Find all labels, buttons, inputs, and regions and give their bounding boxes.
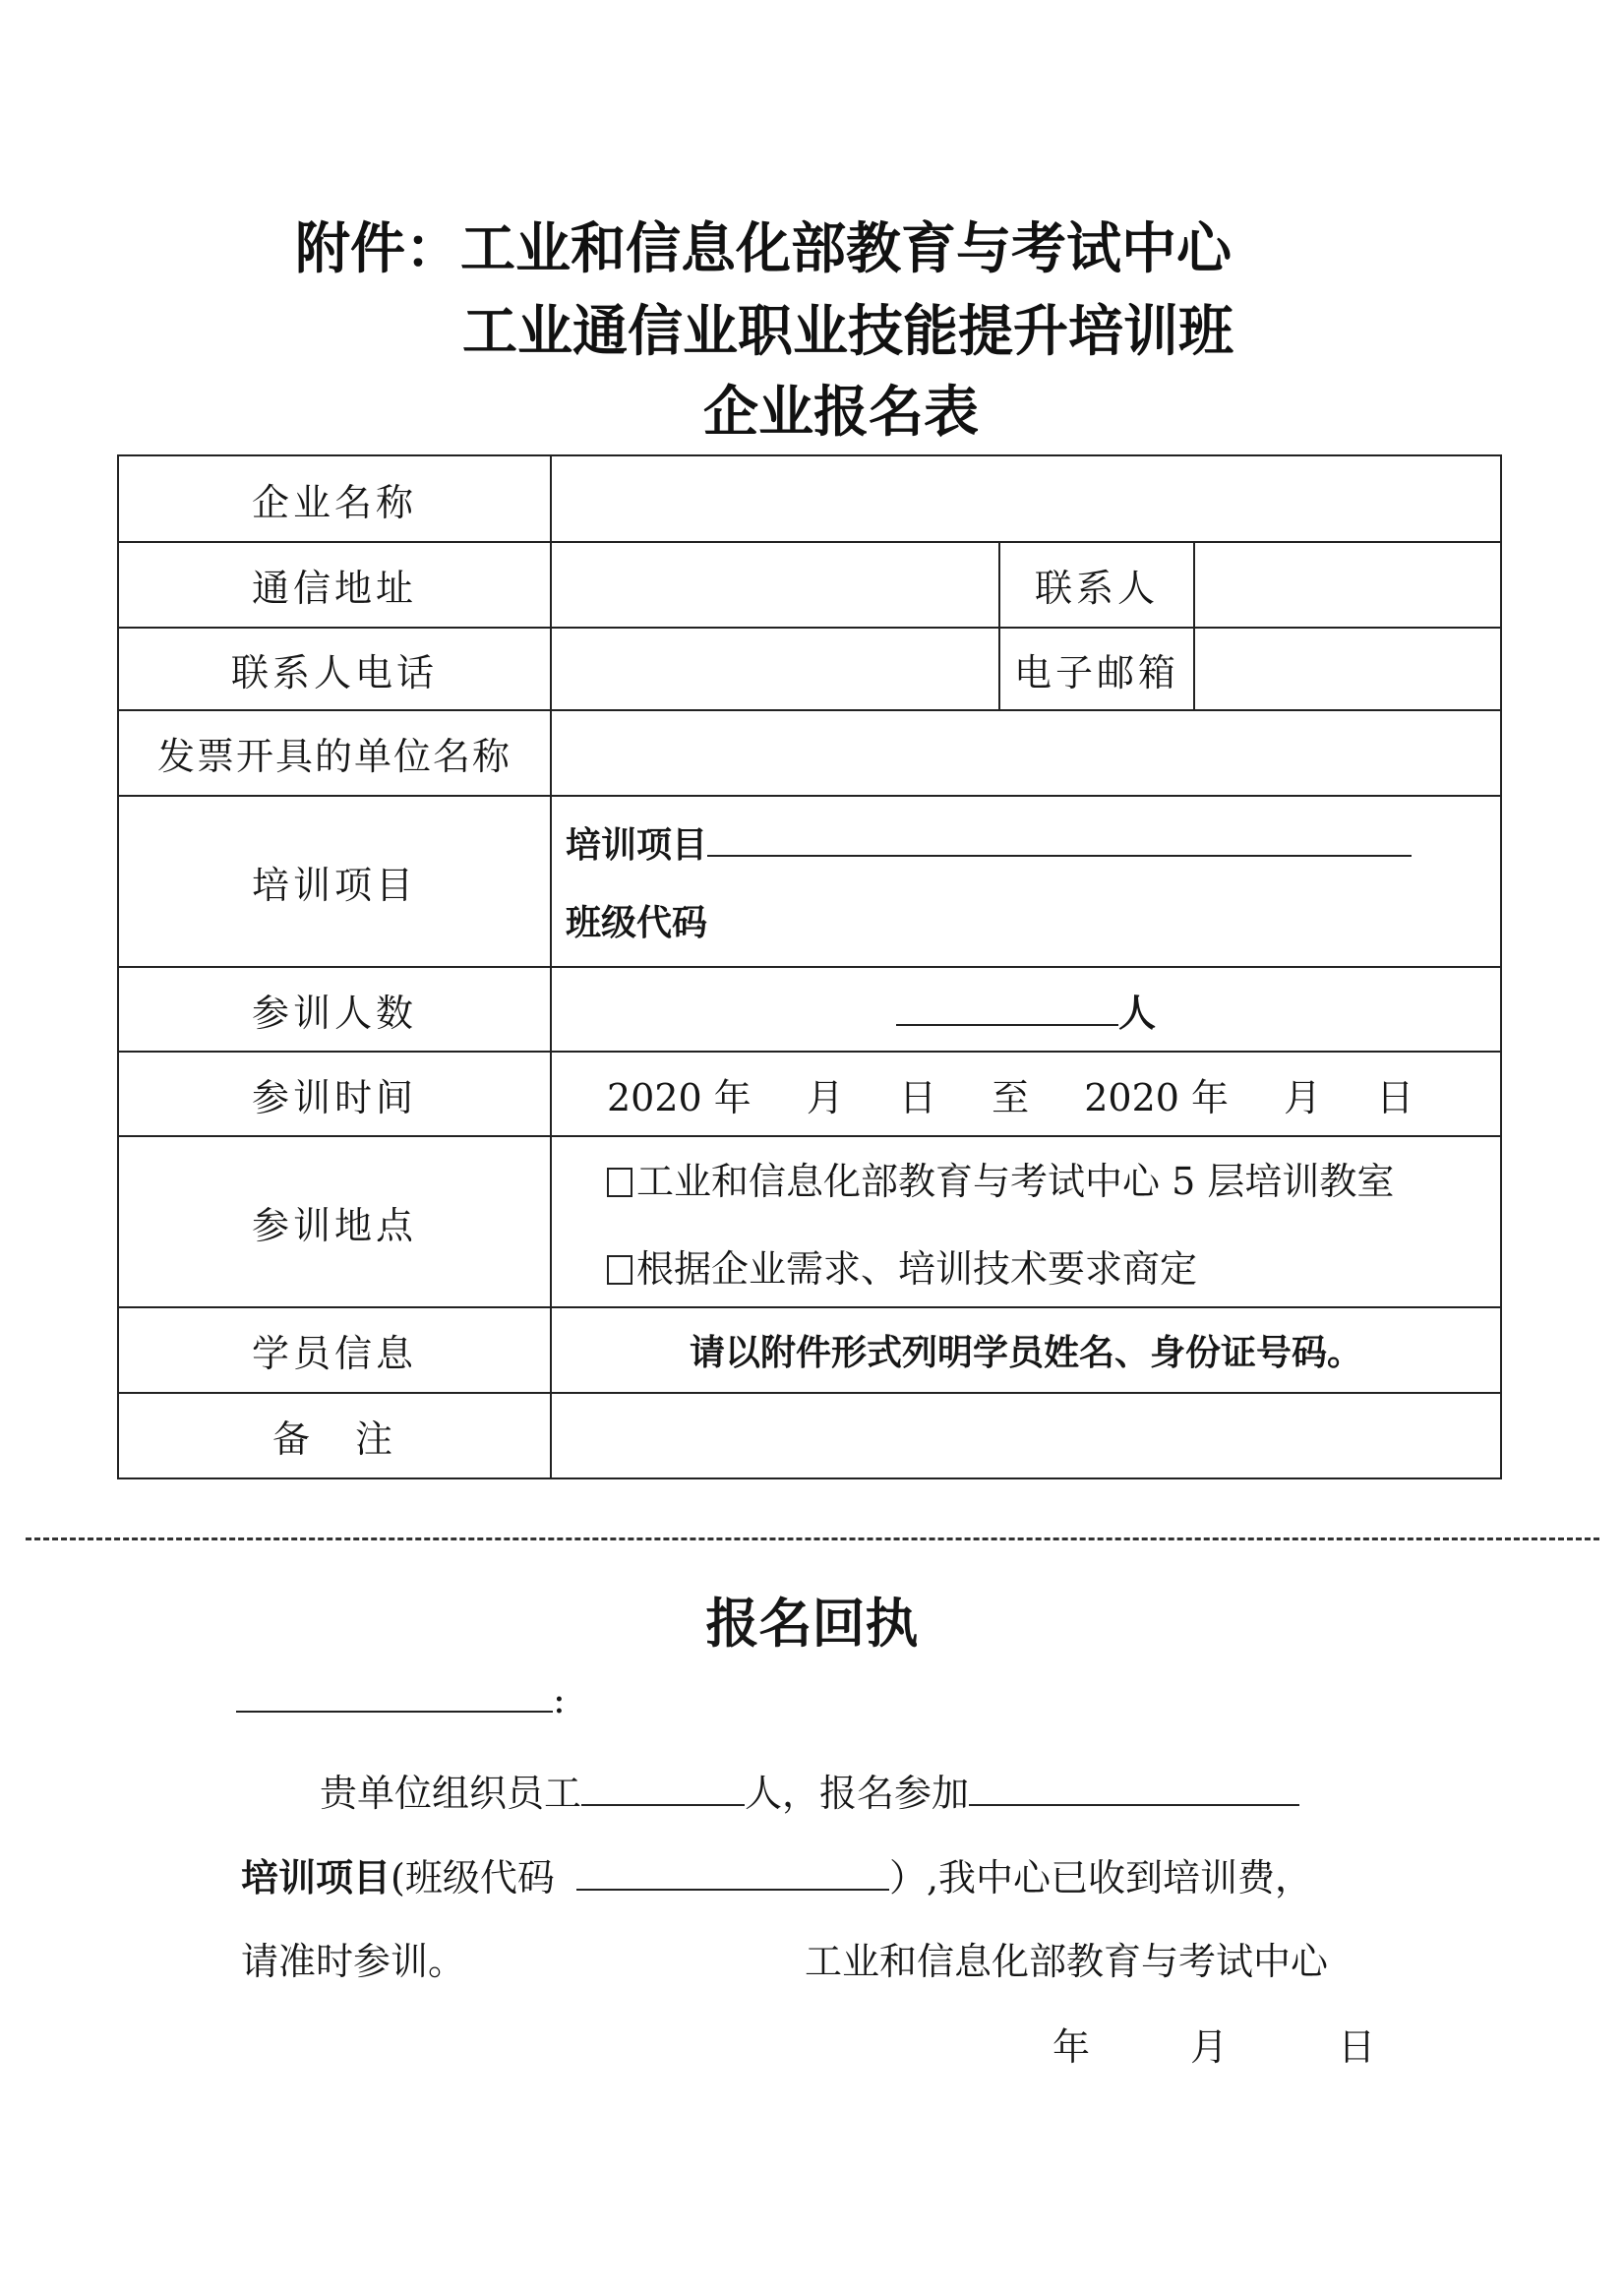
student-note: 请以附件形式列明学员姓名、身份证号码。 xyxy=(551,1307,1501,1393)
registration-form-table xyxy=(117,454,1502,1479)
time-cell xyxy=(551,1052,1501,1136)
row-time xyxy=(118,1052,1501,1136)
address-label: 通信地址 xyxy=(118,542,551,628)
location-cell xyxy=(551,1136,1501,1307)
project-input-line[interactable] xyxy=(707,825,1412,857)
row-address xyxy=(118,542,1501,628)
contact-phone-field[interactable] xyxy=(551,628,999,710)
receipt-line2-part1: (班级代码 xyxy=(391,1856,555,1899)
time-start-month: 月 xyxy=(806,1075,844,1119)
time-label: 参训时间 xyxy=(118,1052,551,1136)
email-label: 电子邮箱 xyxy=(999,628,1194,710)
time-end-day: 日 xyxy=(1376,1075,1414,1119)
row-contact-phone xyxy=(118,628,1501,710)
count-label: 参训人数 xyxy=(118,967,551,1052)
remarks-field[interactable] xyxy=(551,1393,1501,1478)
count-input-line[interactable] xyxy=(896,995,1118,1026)
receipt-title: 报名回执 xyxy=(705,1593,919,1655)
addressee-input-line[interactable] xyxy=(236,1681,553,1713)
count-cell xyxy=(551,967,1501,1052)
staff-count-input-line[interactable] xyxy=(581,1775,745,1806)
receipt-date-day: 日 xyxy=(1338,2025,1376,2069)
company-name-label: 企业名称 xyxy=(118,455,551,542)
doc-title-line1: 附件：工业和信息化部教育与考试中心 xyxy=(295,217,1232,281)
row-invoice xyxy=(118,710,1501,796)
project-field-label: 培训项目 xyxy=(566,825,708,866)
receipt-line-2 xyxy=(241,1847,1312,1901)
row-student xyxy=(118,1307,1501,1393)
receipt-line-1 xyxy=(320,1763,1299,1817)
doc-title-line2: 工业通信业职业技能提升培训班 xyxy=(462,300,1233,364)
receipt-line2-bold: 培训项目 xyxy=(241,1856,391,1899)
class-code-input-line[interactable] xyxy=(576,1859,889,1891)
receipt-date-month: 月 xyxy=(1190,2025,1229,2069)
student-label: 学员信息 xyxy=(118,1307,551,1393)
time-start-year: 2020 年 xyxy=(607,1075,752,1119)
doc-title-line3: 企业报名表 xyxy=(703,381,979,445)
receipt-line1-part2: 人，报名参加 xyxy=(745,1772,970,1815)
location-option-2[interactable] xyxy=(607,1238,1486,1293)
receipt-line-3: 请准时参训。 xyxy=(241,1940,466,1983)
receipt-addressee-line xyxy=(236,1678,566,1721)
invoice-label: 发票开具的单位名称 xyxy=(118,710,551,796)
row-count xyxy=(118,967,1501,1052)
company-name-field[interactable] xyxy=(551,455,1501,542)
time-end-year: 2020 年 xyxy=(1084,1075,1230,1119)
contact-phone-label: 联系人电话 xyxy=(118,628,551,710)
receipt-signature: 工业和信息化部教育与考试中心 xyxy=(805,1940,1329,1983)
receipt-line1-part1: 贵单位组织员工 xyxy=(320,1772,582,1815)
receipt-line2-part2: ）,我中心已收到培训费， xyxy=(888,1856,1313,1899)
project-label: 培训项目 xyxy=(118,796,551,967)
class-code-label: 班级代码 xyxy=(566,903,708,943)
invoice-field[interactable] xyxy=(551,710,1501,796)
program-input-line[interactable] xyxy=(969,1775,1299,1806)
count-unit: 人 xyxy=(1117,991,1156,1035)
email-field[interactable] xyxy=(1194,628,1501,710)
row-remarks xyxy=(118,1393,1501,1478)
contact-label: 联系人 xyxy=(999,542,1194,628)
row-project xyxy=(118,796,1501,967)
receipt-date-year: 年 xyxy=(1053,2025,1091,2069)
row-location xyxy=(118,1136,1501,1307)
addressee-colon: : xyxy=(553,1678,566,1721)
location-option-1-label: 工业和信息化部教育与考试中心 5 层培训教室 xyxy=(636,1160,1395,1203)
project-line xyxy=(566,817,1486,868)
checkbox-icon[interactable] xyxy=(607,1255,632,1285)
contact-field[interactable] xyxy=(1194,542,1501,628)
location-option-2-label: 根据企业需求、培训技术要求商定 xyxy=(636,1247,1198,1291)
location-label: 参训地点 xyxy=(118,1136,551,1307)
checkbox-icon[interactable] xyxy=(607,1168,632,1197)
row-company-name xyxy=(118,455,1501,542)
time-to: 至 xyxy=(992,1075,1030,1119)
cut-line-divider xyxy=(26,1537,1599,1540)
remarks-label: 备 注 xyxy=(118,1393,551,1478)
time-end-month: 月 xyxy=(1284,1075,1322,1119)
address-field[interactable] xyxy=(551,542,999,628)
project-cell xyxy=(551,796,1501,967)
receipt-date xyxy=(1053,2017,1375,2071)
time-start-day: 日 xyxy=(899,1075,937,1119)
location-option-1[interactable] xyxy=(607,1151,1486,1205)
